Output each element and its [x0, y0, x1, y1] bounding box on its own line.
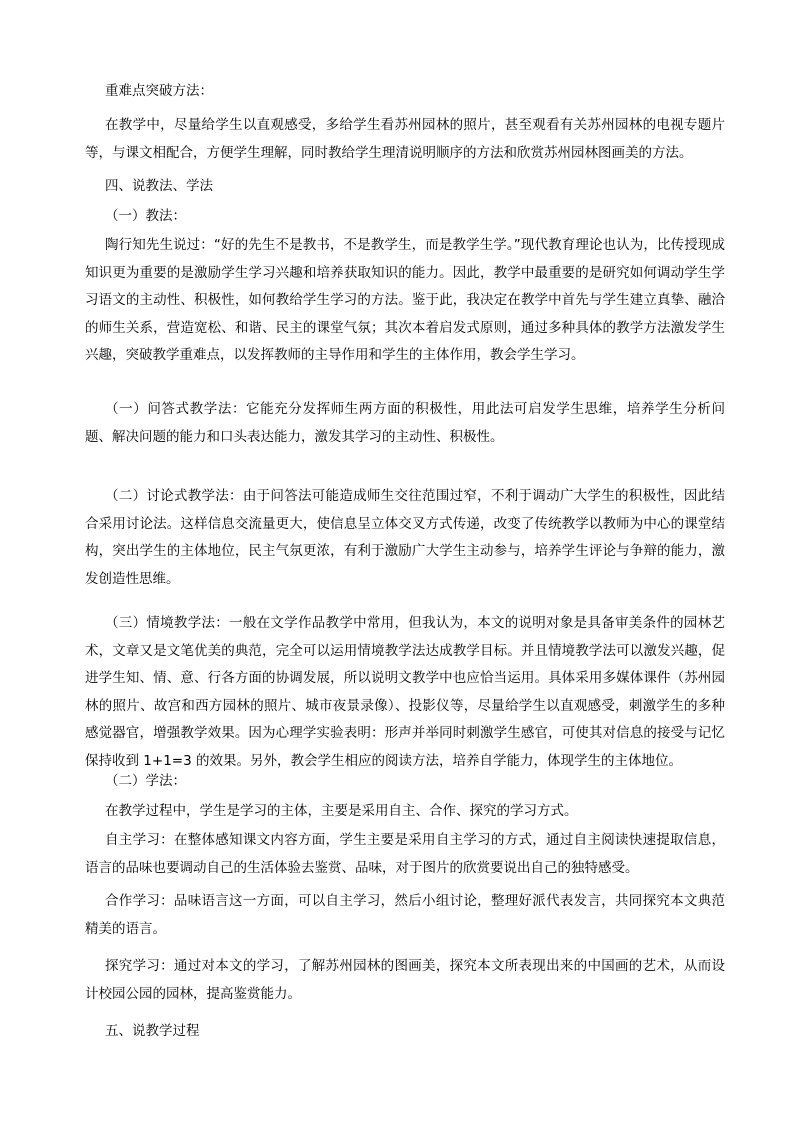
paragraph-discussion-method: （二）讨论式教学法：由于问答法可能造成师生交往范围过窄，不利于调动广大学生的积极性，因此结合采用讨论法。这样信息交流量更大，使信息呈立体交叉方式传递，改变了传统教学以教师为中心的课堂结构，突出学生的主体地位，民主气氛更浓，有利于激励广大学生主动参与，培养学生评论与争辩的能力，激发创造性思维。 — [85, 488, 725, 587]
paragraph-inquiry-learning: 探究学习：通过对本文的学习，了解苏州园林的图画美，探究本文所表现出来的中国画的艺术，从而设计校园公园的园林，提高鉴赏能力。 — [85, 958, 725, 1002]
paragraph-teaching-approach: 在教学中，尽量给学生以直观感受，多给学生看苏州园林的照片，甚至观看有关苏州园林的电视专题片等，与课文相配合，方便学生理解，同时教给学生理清说明顺序的方法和欣赏苏州园林图画美的方法。 — [85, 117, 725, 161]
paragraph-tao-xingzhi: 陶行知先生说过：“好的先生不是教书，不是教学生，而是教学生学。”现代教育理论也认为，比传授现成知识更为重要的是激励学生学习兴趣和培养获取知识的能力。因此，教学中最重要的是研究如何调动学生学习语文的主动性、积极性，如何教给学生学习的方法。鉴于此，我决定在教学中首先与学生建立真挚、融洽的师生关系，营造宽松、和谐、民主的课堂气氛；其次本着启发式原则，通过多种具体的教学方法激发学生兴趣，突破教学重难点，以发挥教师的主导作用和学生的主体作用，教会学生学习。 — [85, 237, 725, 363]
heading-key-difficulty-methods: 重难点突破方法： — [105, 83, 213, 99]
section-heading-5: 五、说教学过程 — [105, 1023, 200, 1039]
paragraph-situational-method: （三）情境教学法：一般在文学作品教学中常用，但我认为，本文的说明对象是具备审美条件的园林艺术，文章又是文笔优美的典范，完全可以运用情境教学法达成教学目标。并且情境教学法可以激发兴趣，促进学生知、情、意、行各方面的协调发展，所以说明文教学中也应恰当运用。具体采用多媒体课件（苏州园林的照片、故宫和西方园林的照片、城市夜景录像）、投影仪等，尽量给学生以直观感受，刺激学生的多种感觉器官，增强教学效果。因为心理学实验表明：形声并举同时刺激学生感官，可使其对信息的接受与记忆保持收到 1+1=3 的效果。另外，教会学生相应的阅读方法，培养自学能力，体现学生的主体地位。 — [85, 615, 725, 769]
subheading-learning-method: （二）学法： — [105, 773, 186, 789]
subheading-teaching-method: （一）教法： — [105, 208, 186, 224]
paragraph-learning-process: 在教学过程中，学生是学习的主体，主要是采用自主、合作、探究的学习方式。 — [105, 803, 578, 819]
section-heading-4: 四、说教法、学法 — [105, 178, 213, 194]
paragraph-qa-method: （一）问答式教学法：它能充分发挥师生两方面的积极性，用此法可启发学生思维，培养学生分析问题、解决问题的能力和口头表达能力，激发其学习的主动性、积极性。 — [85, 401, 725, 445]
paragraph-cooperative-learning: 合作学习：品味语言这一方面，可以自主学习，然后小组讨论，整理好派代表发言，共同探究本文典范精美的语言。 — [85, 893, 725, 937]
paragraph-self-study: 自主学习：在整体感知课文内容方面，学生主要是采用自主学习的方式，通过自主阅读快速提取信息，语言的品味也要调动自己的生活体验去鉴赏、品味，对于图片的欣赏要说出自己的独特感受。 — [85, 832, 725, 876]
